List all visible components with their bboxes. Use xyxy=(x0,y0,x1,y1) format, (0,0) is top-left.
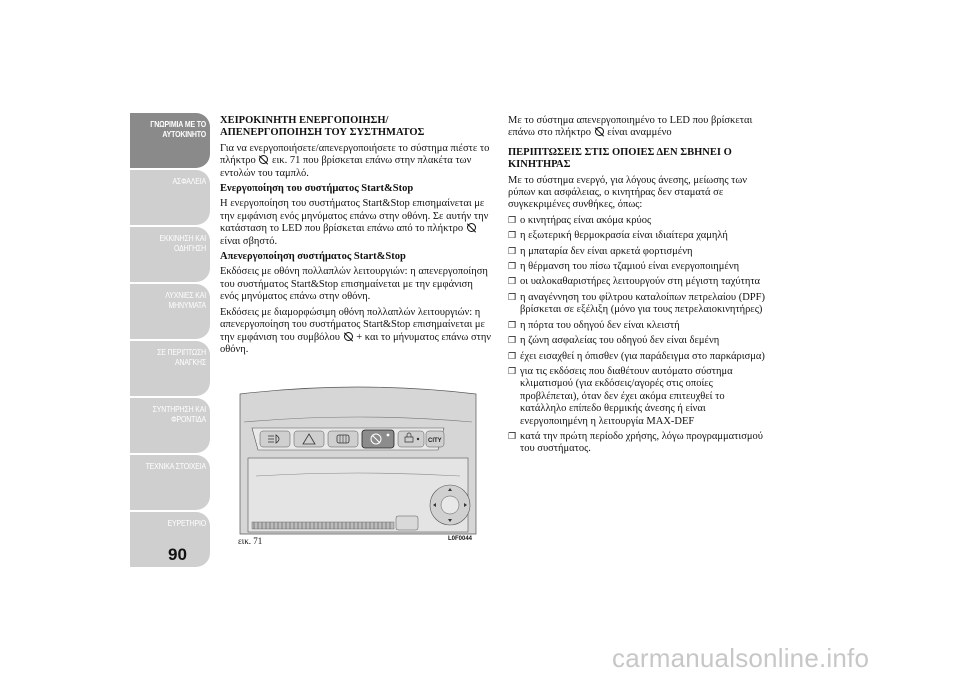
checkbox-bullet-icon: ❒ xyxy=(508,366,517,377)
tab-label: ΣΥΝΤΗΡΗΣΗ ΚΑΙ ΦΡΟΝΤΙΔΑ xyxy=(152,404,206,424)
reconfig-text-a: Εκδόσεις με διαμορφώσιμη οθόνη πολλαπλών λειτουργιών: η απενεργοποίηση του συστήματος Start&Stop επισημαίνεται με την εμφάνιση του συμβόλου xyxy=(220,306,485,343)
watermark: carmanualsonline.info xyxy=(612,643,870,673)
tab-label: ΣΕ ΠΕΡΙΠΤΩΣΗ ΑΝΑΓΚΗΣ xyxy=(157,347,206,367)
tab-label: ΓΝΩΡΙΜΙΑ ΜΕ ΤΟ ΑΥΤΟΚΙΝΗΤΟ xyxy=(150,119,206,139)
list-item: ❒ κατά την πρώτη περίοδο χρήσης, λόγω προγραμματισμού του συστήματος. xyxy=(508,430,763,455)
tab-label: ΑΣΦΑΛΕΙΑ xyxy=(172,176,206,186)
page-number: 90 xyxy=(168,545,187,564)
section-heading: ΠΕΡΙΠΤΩΣΕΙΣ ΣΤΙΣ ΟΠΟΙΕΣ ΔΕΝ ΣΒΗΝΕΙ Ο ΚΙΝΗΤΗΡΑΣ xyxy=(508,146,732,171)
tab-label: ΤΕΧΝΙΚΑ ΣΤΟΙΧΕΙΑ xyxy=(145,461,206,471)
tab-label: ΕΥΡΕΤΗΡΙΟ xyxy=(167,518,206,528)
tab-label: ΕΚΚΙΝΗΣΗ ΚΑΙ ΟΔΗΓΗΣΗ xyxy=(159,233,206,253)
list-item: ❒ η εξωτερική θερμοκρασία είναι ιδιαίτερα χαμηλή xyxy=(508,230,728,242)
tab-technical-data[interactable] xyxy=(130,455,210,510)
right-intro-a: Με το σύστημα απενεργοποιημένο το LED που βρίσκεται επάνω στο πλήκτρο xyxy=(508,115,753,139)
activation-text-a: Η ενεργοποίηση του συστήματος Start&Stop επισημαίνεται με την εμφάνιση ενός μηνύματος επάνω στην οθόνη. Σε αυτήν την κατάσταση το LED που βρίσκεται επάνω από το πλήκτρο xyxy=(220,198,489,235)
list-item: ❒ η θέρμανση του πίσω τζαμιού είναι ενεργοποιημένη xyxy=(508,261,740,273)
checkbox-bullet-icon: ❒ xyxy=(508,215,517,226)
list-item: ❒ ο κινητήρας είναι ακόμα κρύος xyxy=(508,214,652,226)
checkbox-bullet-icon: ❒ xyxy=(508,320,517,331)
tab-warning-lights[interactable] xyxy=(130,284,210,339)
dashboard-figure xyxy=(238,384,478,546)
city-button-label: CITY xyxy=(428,438,442,444)
dashboard-illustration xyxy=(238,384,478,536)
rear-defrost-button xyxy=(328,431,358,447)
checkbox-bullet-icon: ❒ xyxy=(508,431,517,442)
navigation-knob xyxy=(430,485,470,525)
checkbox-bullet-icon: ❒ xyxy=(508,292,517,303)
activation-paragraph xyxy=(220,198,492,248)
list-item: ❒ η ζώνη ασφαλείας του οδηγού δεν είναι δεμένη xyxy=(508,335,720,347)
list-item: ❒ η πόρτα του οδηγού δεν είναι κλειστή xyxy=(508,319,680,331)
start-stop-button xyxy=(362,430,394,448)
tab-safety[interactable] xyxy=(130,170,210,225)
lead-paragraph: Με το σύστημα ενεργό, για λόγους άνεσης, μείωσης των ρύπων και ασφάλειας, ο κινητήρας δεν σταματά σε συγκεκριμένες συνθήκες, όπως: xyxy=(508,174,748,211)
right-intro-b: είναι αναμμένο xyxy=(607,127,672,139)
left-column xyxy=(220,115,492,359)
right-column xyxy=(508,115,770,459)
intro-paragraph xyxy=(220,143,492,180)
figure-caption: εικ. 71 xyxy=(238,536,263,546)
checkbox-bullet-icon: ❒ xyxy=(508,262,517,273)
reconfig-text-b: + και το μήνυματος επάνω στην οθόνη. xyxy=(220,331,492,355)
checkbox-bullet-icon: ❒ xyxy=(508,231,517,242)
tab-label: ΛΥΧΝΙΕΣ ΚΑΙ ΜΗΝΥΜΑΤΑ xyxy=(165,290,206,310)
list-item: ❒ έχει εισαχθεί η όπισθεν (για παράδειγμα στο παρκάρισμα) xyxy=(508,350,765,362)
door-lock-button xyxy=(398,431,424,447)
deactivation-paragraph: Εκδόσεις με οθόνη πολλαπλών λειτουργιών: η απενεργοποίηση του συστήματος Start&Stop επισημαίνεται με την εμφάνιση ενός μηνύματος επάνω στην οθόνη. xyxy=(220,266,488,303)
checkbox-bullet-icon: ❒ xyxy=(508,351,517,362)
hazard-button xyxy=(294,431,324,447)
reconfig-paragraph xyxy=(220,307,492,357)
start-stop-off-icon xyxy=(259,155,268,164)
activation-text-b: είναι σβηστό. xyxy=(220,235,278,247)
start-stop-off-icon xyxy=(344,332,353,341)
list-item: ❒ οι υαλοκαθαριστήρες λειτουργούν στη μέγιστη ταχύτητα xyxy=(508,276,761,288)
tab-emergency[interactable] xyxy=(130,341,210,396)
section-heading: ΧΕΙΡΟΚΙΝΗΤΗ ΕΝΕΡΓΟΠΟΙΗΣΗ/ ΑΠΕΝΕΡΓΟΠΟΙΗΣΗ ΤΟΥ ΣΥΣΤΗΜΑΤΟΣ xyxy=(220,115,425,139)
start-stop-off-icon xyxy=(467,223,476,232)
list-item: ❒ η μπαταρία δεν είναι αρκετά φορτισμένη xyxy=(508,245,693,257)
start-stop-off-icon xyxy=(595,127,604,136)
intro-text-b: εικ. 71 που βρίσκεται επάνω στην πλακέτα των εντολών του ταμπλό. xyxy=(220,155,472,179)
activation-heading: Ενεργοποίηση του συστήματος Start&Stop xyxy=(220,183,414,195)
tab-intro[interactable] xyxy=(130,113,210,168)
fog-light-button xyxy=(260,431,290,447)
deactivation-heading: Απενεργοποίηση συστήματος Start&Stop xyxy=(220,251,406,263)
checkbox-bullet-icon: ❒ xyxy=(508,246,517,257)
tab-starting-driving[interactable] xyxy=(130,227,210,282)
right-intro-paragraph xyxy=(508,115,770,140)
checkbox-bullet-icon: ❒ xyxy=(508,277,517,288)
intro-text-a: Για να ενεργοποιήσετε/απενεργοποιήσετε το σύστημα πιέστε το πλήκτρο xyxy=(220,142,490,167)
list-item: ❒ για τις εκδόσεις που διαθέτουν αυτόματο σύστημα κλιματισμού (για εκδόσεις/αγορές στις οποίες προβλέπεται), όταν δεν έχει ακόμα επιτευχθεί το κατάλληλο επίπεδο θερμικής άνεσης ή είναι ενεργοποιημένη η λειτουργία MAX-DEF xyxy=(508,365,733,427)
list-item: ❒ η αναγέννηση του φίλτρου καταλοίπων πετρελαίου (DPF) βρίσκεται σε εξέλιξη (μόνο για τους πετρελαιοκινητήρες) xyxy=(508,291,765,316)
figure-code: L0F0044 xyxy=(447,536,472,542)
tab-maintenance[interactable] xyxy=(130,398,210,453)
chapter-tabs xyxy=(130,113,210,569)
checkbox-bullet-icon: ❒ xyxy=(508,336,517,347)
